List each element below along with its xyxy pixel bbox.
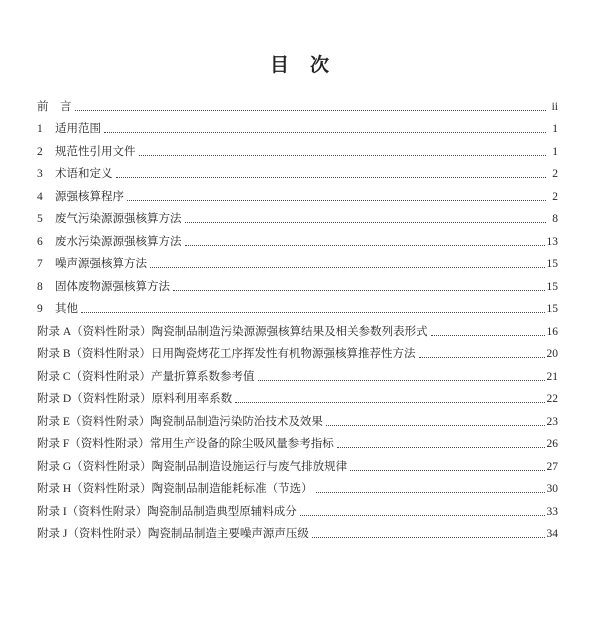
- dot-leader: [116, 177, 547, 178]
- dot-leader: [104, 132, 546, 133]
- dot-leader: [300, 515, 545, 516]
- toc-entry-label: 术语和定义: [55, 168, 113, 180]
- dot-leader: [173, 290, 545, 291]
- toc-entry-page: 8: [552, 213, 558, 225]
- toc-row: [37, 452, 558, 475]
- toc-entry-page: 20: [546, 348, 558, 360]
- toc-entry-page: 15: [546, 303, 558, 315]
- toc-entry-number: 4: [37, 190, 43, 203]
- dot-leader: [75, 110, 547, 111]
- dot-leader: [185, 245, 545, 246]
- toc-entry-label: 附录 G（资料性附录）陶瓷制品制造设施运行与废气排放规律: [37, 460, 348, 473]
- toc-entry-number: 1: [37, 123, 43, 135]
- toc-row: [37, 115, 558, 138]
- toc-entry-label: 废水污染源源强核算方法: [55, 235, 182, 248]
- dot-leader: [316, 492, 545, 493]
- toc-row: [37, 182, 558, 205]
- toc-entry-number: 9: [37, 303, 43, 315]
- toc-list: [37, 92, 558, 542]
- toc-entry-page: ii: [551, 100, 558, 113]
- toc-entry-label: 附录 I（资料性附录）陶瓷制品制造典型原辅料成分: [37, 505, 297, 518]
- toc-entry-number: 2: [37, 145, 43, 158]
- toc-entry-page: 23: [546, 415, 558, 428]
- toc-row: [37, 317, 558, 340]
- toc-entry-label: 附录 D（资料性附录）原料利用率系数: [37, 393, 233, 405]
- toc-entry-page: 26: [546, 438, 558, 450]
- dot-leader: [419, 357, 545, 358]
- toc-entry-label: 源强核算程序: [55, 190, 124, 203]
- toc-entry-page: 16: [546, 325, 558, 338]
- toc-entry-page: 34: [546, 528, 558, 540]
- toc-entry-number: 5: [37, 213, 43, 225]
- toc-entry-page: 27: [546, 460, 558, 473]
- toc-row: [37, 520, 558, 543]
- toc-entry-page: 2: [552, 168, 558, 180]
- toc-entry-page: 13: [546, 235, 558, 248]
- toc-entry-page: 15: [546, 258, 558, 270]
- toc-entry-number: 6: [37, 235, 43, 248]
- dot-leader: [127, 200, 546, 201]
- toc-row: [37, 205, 558, 228]
- dot-leader: [235, 402, 544, 403]
- toc-entry-page: 1: [552, 123, 558, 135]
- toc-entry-label: 固体废物源强核算方法: [55, 280, 170, 293]
- toc-entry-page: 1: [552, 145, 558, 158]
- toc-entry-label: 附录 E（资料性附录）陶瓷制品制造污染防治技术及效果: [37, 415, 323, 428]
- toc-entry-page: 15: [546, 280, 558, 293]
- toc-entry-label: 附录 C（资料性附录）产量折算系数参考值: [37, 370, 255, 383]
- toc-entry-label: 前 言: [37, 100, 72, 113]
- dot-leader: [326, 425, 545, 426]
- dot-leader: [258, 380, 545, 381]
- dot-leader: [150, 267, 545, 268]
- toc-entry-label: 附录 A（资料性附录）陶瓷制品制造污染源源强核算结果及相关参数列表形式: [37, 325, 428, 338]
- toc-entry-label: 附录 F（资料性附录）常用生产设备的除尘吸风量参考指标: [37, 438, 334, 450]
- toc-row: [37, 272, 558, 295]
- dot-leader: [185, 222, 547, 223]
- toc-entry-page: 30: [546, 483, 558, 495]
- toc-row: [37, 497, 558, 520]
- toc-row: [37, 137, 558, 160]
- toc-row: [37, 295, 558, 318]
- toc-entry-label: 规范性引用文件: [55, 145, 136, 158]
- page-title: 目 次: [269, 55, 330, 76]
- toc-entry-label: 噪声源强核算方法: [55, 258, 147, 270]
- dot-leader: [337, 447, 545, 448]
- toc-entry-page: 33: [546, 505, 558, 518]
- toc-row: [37, 362, 558, 385]
- dot-leader: [81, 312, 545, 313]
- toc-entry-page: 2: [552, 190, 558, 203]
- dot-leader: [139, 155, 547, 156]
- toc-entry-label: 附录 H（资料性附录）陶瓷制品制造能耗标准（节选）: [37, 483, 313, 495]
- toc-entry-number: 7: [37, 258, 43, 270]
- toc-row: [37, 475, 558, 498]
- toc-row: [37, 407, 558, 430]
- toc-row: [37, 340, 558, 363]
- toc-entry-label: 其他: [55, 303, 78, 315]
- toc-entry-number: 3: [37, 168, 43, 180]
- toc-entry-number: 8: [37, 280, 43, 293]
- dot-leader: [312, 537, 545, 538]
- toc-entry-label: 废气污染源源强核算方法: [55, 213, 182, 225]
- toc-row: [37, 227, 558, 250]
- toc-row: [37, 385, 558, 408]
- dot-leader: [350, 470, 544, 471]
- toc-entry-label: 附录 B（资料性附录）日用陶瓷烤花工序挥发性有机物源强核算推荐性方法: [37, 348, 416, 360]
- toc-row: [37, 92, 558, 115]
- toc-entry-label: 适用范围: [55, 123, 101, 135]
- toc-entry-label: 附录 J（资料性附录）陶瓷制品制造主要噪声源声压级: [37, 528, 309, 540]
- toc-entry-page: 21: [546, 370, 558, 383]
- dot-leader: [431, 335, 545, 336]
- toc-entry-page: 22: [546, 393, 558, 405]
- toc-row: [37, 250, 558, 273]
- toc-row: [37, 160, 558, 183]
- toc-row: [37, 430, 558, 453]
